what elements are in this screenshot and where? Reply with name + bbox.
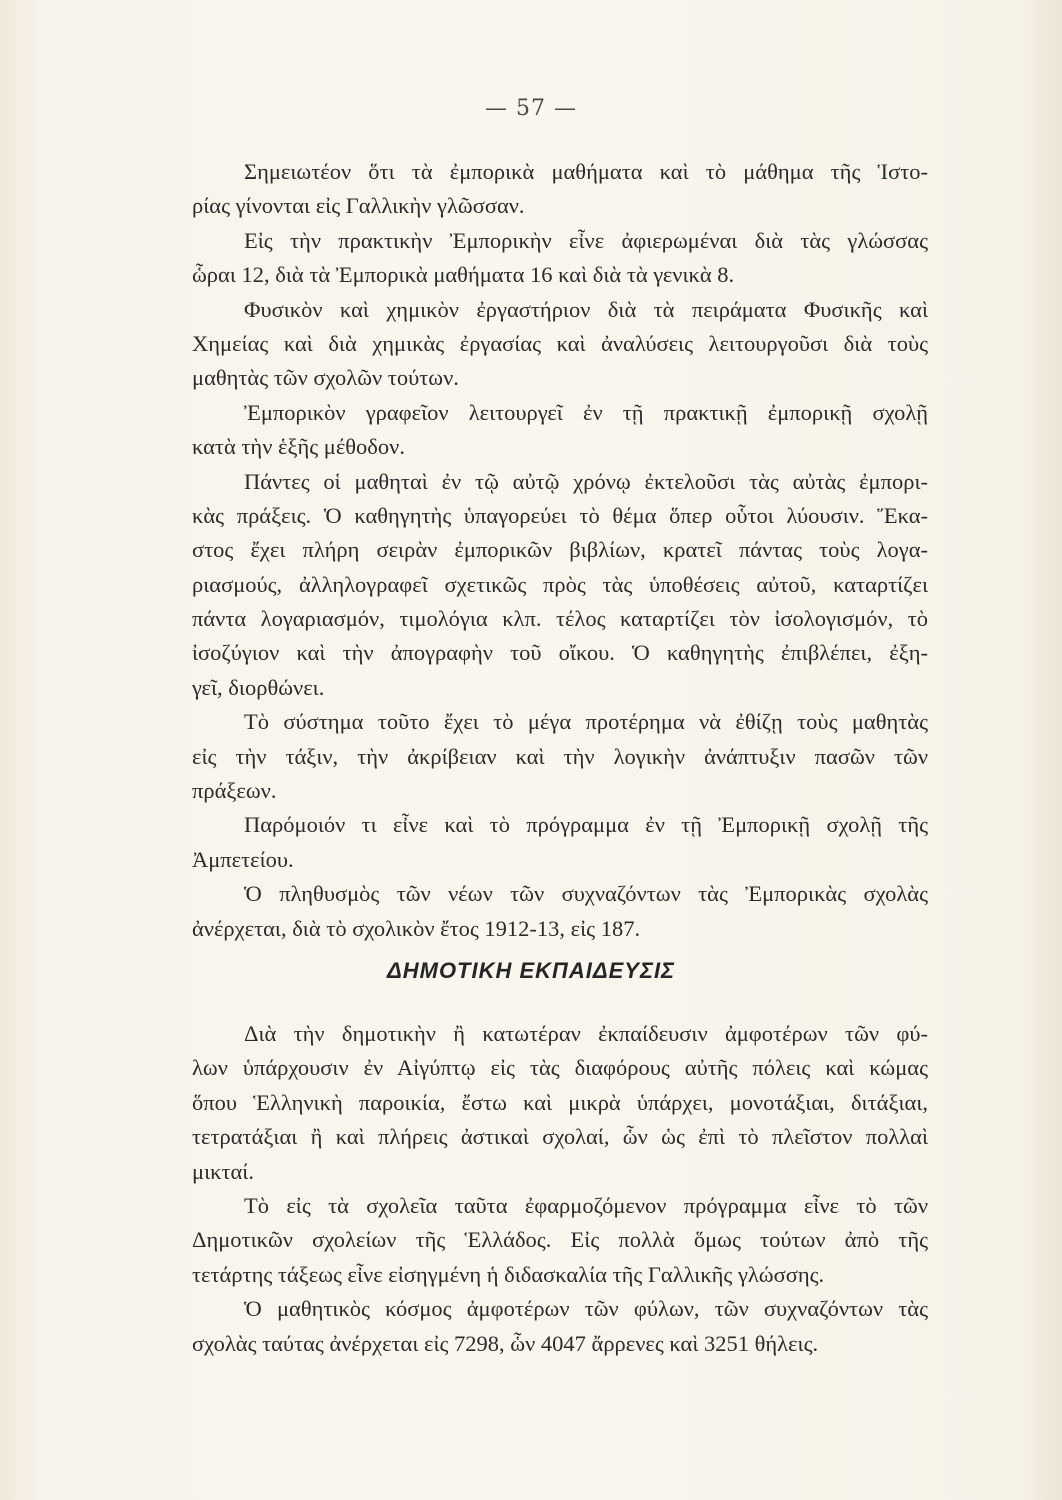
text-line: ἰσοζύγιον καὶ τὴν ἀπογραφὴν τοῦ οἴκου. Ὁ καθηγητὴς ἐπιβλέπει, ἐξη- bbox=[192, 640, 928, 666]
text-line: Ἀμπετείου. bbox=[192, 846, 294, 872]
text-line: κατὰ τὴν ἑξῆς μέθοδον. bbox=[192, 434, 405, 460]
text-line: κὰς πράξεις. Ὁ καθηγητὴς ὑπαγορεύει τὸ θέμα ὅπερ οὗτοι λύουσιν. Ἕκα- bbox=[192, 502, 928, 528]
text-line: ὅπου Ἑλληνικὴ παροικία, ἔστω καὶ μικρὰ ὑπάρχει, μονοτάξιαι, διτάξιαι, bbox=[192, 1089, 928, 1115]
text-line: εἰς τὴν τάξιν, τὴν ἀκρίβειαν καὶ τὴν λογικὴν ἀνάπτυξιν πασῶν τῶν bbox=[192, 743, 928, 769]
text-line: πάντα λογαριασμόν, τιμολόγια κλπ. τέλος καταρτίζει τὸν ἰσολογισμόν, τὸ bbox=[192, 606, 928, 632]
text-line: Δημοτικῶν σχολείων τῆς Ἑλλάδος. Εἰς πολλὰ ὅμως τούτων ἀπὸ τῆς bbox=[192, 1227, 928, 1253]
text-line: Ὁ πληθυσμὸς τῶν νέων τῶν συχναζόντων τὰς Ἐμπορικὰς σχολὰς bbox=[244, 881, 928, 907]
text-line: μαθητὰς τῶν σχολῶν τούτων. bbox=[192, 365, 459, 391]
section-primary-education bbox=[192, 1017, 928, 1361]
text-line: μικταί. bbox=[192, 1158, 254, 1184]
text-line: Φυσικὸν καὶ χημικὸν ἐργαστήριον διὰ τὰ πειράματα Φυσικῆς καὶ bbox=[244, 296, 928, 322]
text-line: Τὸ εἰς τὰ σχολεῖα ταῦτα ἐφαρμοζόμενον πρόγραμμα εἶνε τὸ τῶν bbox=[244, 1192, 928, 1218]
text-line: στος ἔχει πλήρη σειρὰν ἐμπορικῶν βιβλίων, κρατεῖ πάντας τοὺς λογα- bbox=[192, 537, 928, 563]
text-line: λων ὑπάρχουσιν ἐν Αἰγύπτῳ εἰς τὰς διαφόρους αὐτῆς πόλεις καὶ κώμας bbox=[192, 1055, 928, 1081]
text-line: ὧραι 12, διὰ τὰ Ἐμπορικὰ μαθήματα 16 καὶ διὰ τὰ γενικὰ 8. bbox=[192, 262, 735, 288]
text-line: Ὁ μαθητικὸς κόσμος ἀμφοτέρων τῶν φύλων, τῶν συχναζόντων τὰς bbox=[244, 1296, 928, 1322]
text-line: γεῖ, διορθώνει. bbox=[192, 674, 325, 700]
text-line: ρίας γίνονται εἰς Γαλλικὴν γλῶσσαν. bbox=[192, 193, 525, 219]
text-line: Διὰ τὴν δημοτικὴν ἢ κατωτέραν ἐκπαίδευσιν ἀμφοτέρων τῶν φύ- bbox=[244, 1021, 928, 1046]
text-line: Πάντες οἱ μαθηταὶ ἐν τῷ αὐτῷ χρόνῳ ἐκτελοῦσι τὰς αὐτὰς ἐμπορι- bbox=[244, 468, 928, 494]
page-number: — 57 — bbox=[485, 96, 577, 121]
text-line: Χημείας καὶ διὰ χημικὰς ἐργασίας καὶ ἀναλύσεις λειτουργοῦσι διὰ τοὺς bbox=[192, 330, 928, 356]
section-heading: ΔΗΜΟΤΙΚΗ ΕΚΠΑΙΔΕΥΣΙΣ bbox=[386, 958, 676, 983]
text-line: ριασμούς, ἀλληλογραφεῖ σχετικῶς πρὸς τὰς ὑποθέσεις αὐτοῦ, καταρτίζει bbox=[192, 571, 928, 597]
section-commercial-schools bbox=[192, 155, 928, 946]
text-line: Παρόμοιόν τι εἶνε καὶ τὸ πρόγραμμα ἐν τῇ Ἐμπορικῇ σχολῇ τῆς bbox=[244, 812, 928, 838]
text-line: ἀνέρχεται, διὰ τὸ σχολικὸν ἔτος 1912-13, εἰς 187. bbox=[192, 915, 641, 941]
text-line: πράξεων. bbox=[192, 778, 277, 804]
text-line: σχολὰς ταύτας ἀνέρχεται εἰς 7298, ὧν 4047 ἄρρενες καὶ 3251 θήλεις. bbox=[192, 1330, 819, 1356]
text-line: Τὸ σύστημα τοῦτο ἔχει τὸ μέγα προτέρημα νὰ ἐθίζῃ τοὺς μαθητὰς bbox=[244, 709, 928, 735]
text-line: Ἐμπορικὸν γραφεῖον λειτουργεῖ ἐν τῇ πρακτικῇ ἐμπορικῇ σχολῇ bbox=[244, 399, 928, 425]
text-line: Σημειωτέον ὅτι τὰ ἐμπορικὰ μαθήματα καὶ τὸ μάθημα τῆς Ἱστο- bbox=[244, 159, 928, 184]
text-line: τετάρτης τάξεως εἶνε εἰσηγμένη ἡ διδασκαλία τῆς Γαλλικῆς γλώσσης. bbox=[192, 1261, 825, 1287]
text-line: Εἰς τὴν πρακτικὴν Ἐμπορικὴν εἶνε ἀφιερωμέναι διὰ τὰς γλώσσας bbox=[244, 227, 928, 253]
text-line: τετρατάξιαι ἢ καὶ πλήρεις ἀστικαὶ σχολαί, ὧν ὡς ἐπὶ τὸ πλεῖστον πολλαὶ bbox=[192, 1124, 928, 1150]
